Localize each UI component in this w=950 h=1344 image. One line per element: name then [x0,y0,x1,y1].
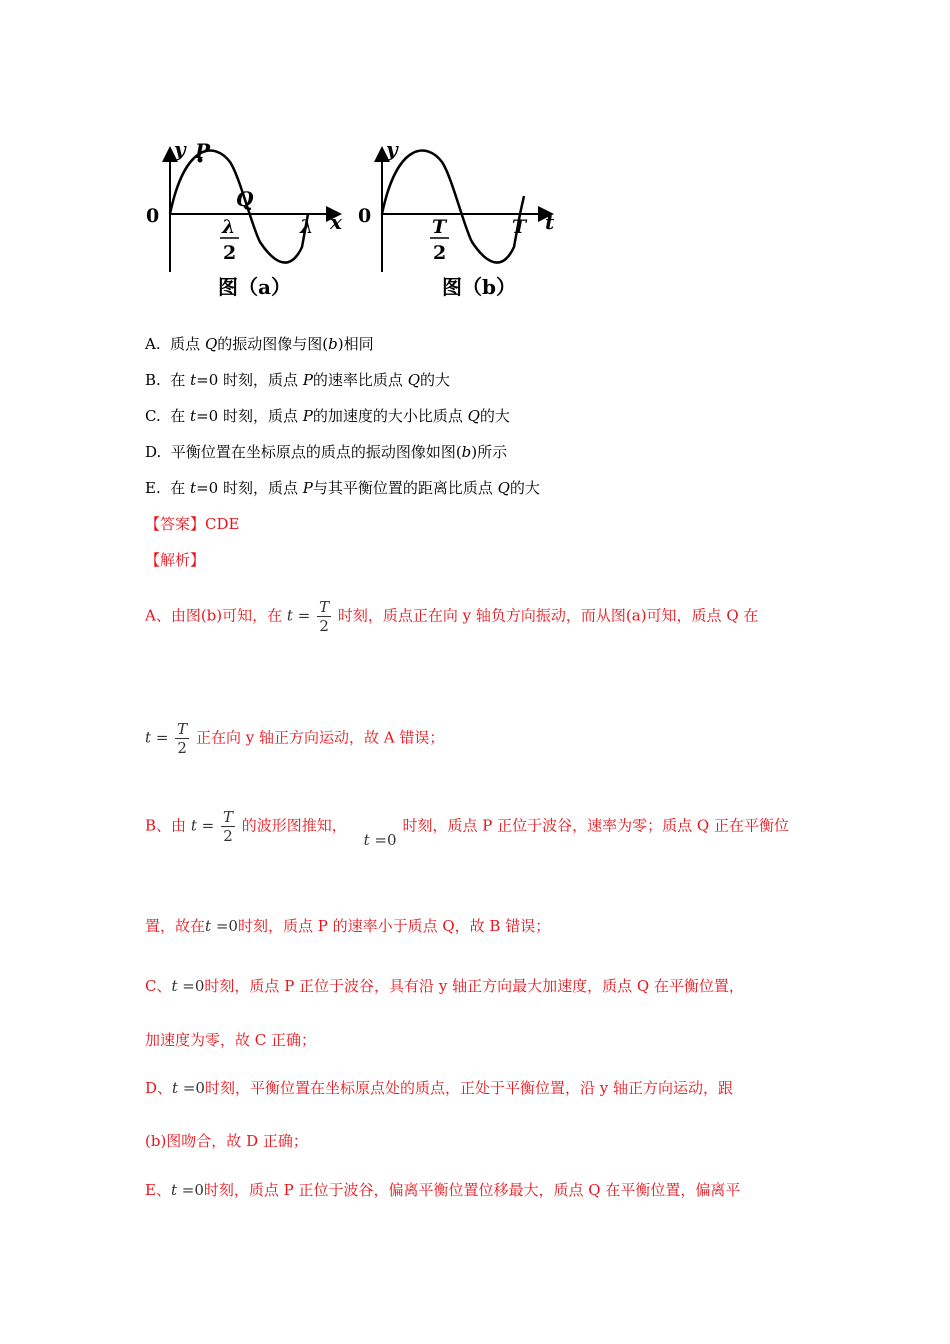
answer-value: CDE [205,515,240,533]
option-c: C. 在 t=0 时刻，质点 P的加速度的大小比质点 Q的大 [145,407,510,425]
analysis-a-line1: A、由图(b)可知，在 t = $\frac{T}{2}$ 时刻，质点正在向 y 轴负方向振动，而从图(a)可知，质点 Q 在 [145,598,759,635]
fig-b-half-num: T [432,216,447,238]
fig-a-half-den: 2 [223,242,237,264]
option-letter: E. [145,479,161,497]
fig-b-caption: 图（b） [442,275,516,299]
fig-a-y-label: y [174,137,186,161]
fig-a-caption: 图（a） [218,275,291,299]
point-p-label: P [195,139,211,163]
option-letter: C. [145,407,161,425]
option-d: D. 平衡位置在坐标原点的质点的振动图像如图(b)所示 [145,443,508,461]
option-letter: B. [145,371,161,389]
analysis-d-line2: (b)图吻合，故 D 正确； [145,1132,308,1150]
option-b: B. 在 t=0 时刻，质点 P的速率比质点 Q的大 [145,371,451,389]
fig-a-half-num: λ [222,216,236,238]
analysis-b-line2: 置，故在t =0时刻，质点 P 的速率小于质点 Q，故 B 错误； [145,917,551,935]
fraction-t-over-2: $\frac{T}{2}$ [222,808,233,845]
fig-a-x-label: x [330,210,342,234]
point-q-label: Q [236,187,254,211]
analysis-c-line1: C、t =0时刻，质点 P 正位于波谷，具有沿 y 轴正方向最大加速度，质点 Q 在平衡位置， [145,977,744,995]
fig-b-origin: 0 [358,205,372,227]
analysis-label: 【解析】 [145,551,206,569]
answer-line [145,514,239,534]
fig-b-wave [382,151,524,263]
option-letter: D. [145,443,162,461]
t-equals-zero: t =0 [363,830,397,849]
option-a: A. 质点 Q的振动图像与图(b)相同 [145,335,374,353]
analysis-b-line1: B、由 t = $\frac{T}{2}$ 的波形图推知， t =0时刻，质点 P 正位于波谷，速率为零；质点 Q 正在平衡位 [145,808,789,849]
fig-b-y-label: y [386,137,398,161]
fraction-t-over-2: $\frac{T}{2}$ [177,720,188,757]
wave-figures [140,132,570,307]
wave-figures-svg [140,132,570,307]
analysis-d-line1: D、t =0时刻，平衡位置在坐标原点处的质点，正处于平衡位置，沿 y 轴正方向运动，跟 [145,1079,733,1097]
figure-a [146,137,343,299]
fig-b-x-label: t [545,210,555,234]
answer-label: 【答案】 [145,515,206,533]
analysis-e-line1: E、t =0时刻，质点 P 正位于波谷，偏离平衡位置位移最大，质点 Q 在平衡位置，偏离平 [145,1181,741,1199]
fig-a-full-label: λ [300,216,314,238]
fig-b-half-den: 2 [433,242,447,264]
option-e: E. 在 t=0 时刻，质点 P与其平衡位置的距离比质点 Q的大 [145,479,540,497]
option-letter: A. [145,335,161,353]
analysis-c-line2: 加速度为零，故 C 正确； [145,1031,317,1049]
analysis-a-line2: t = $\frac{T}{2}$ 正在向 y 轴正方向运动，故 A 错误； [145,720,445,757]
fig-b-full-label: T [512,216,527,238]
fig-a-origin: 0 [146,205,160,227]
fraction-t-over-2: $\frac{T}{2}$ [319,598,330,635]
figure-b [358,137,555,299]
